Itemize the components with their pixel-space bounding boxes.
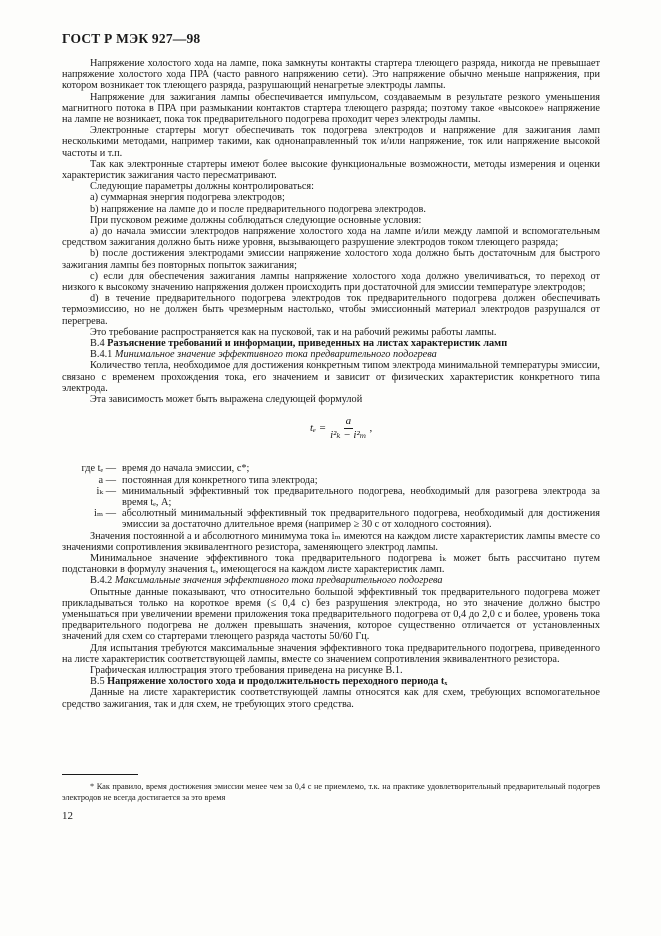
paragraph: Количество тепла, необходимое для достижения конкретным типом электрода минимальной температуры эмиссии, связано с временем прохождения тока, его значением и зависит от физических характеристик конкретного типа электрода. bbox=[62, 360, 600, 394]
list-item: c) если для обеспечения зажигания лампы напряжение холостого хода должно увеличиваться, то переход от низкого к высокому значению напряжения должен происходить при достаточной для эмиссии температуре электродов; bbox=[62, 270, 600, 294]
subsection-number: B.4.1 bbox=[90, 349, 113, 361]
paragraph: Для испытания требуются максимальные значения эффективного тока предварительного подогрева, приведенного на листе характеристик соответствующей лампы, вместе со значением сопротивления эквивалентного резистора. bbox=[62, 642, 600, 665]
paragraph: Эта зависимость может быть выражена следующей формулой bbox=[90, 394, 363, 406]
page-number: 12 bbox=[62, 810, 73, 822]
list-item: b) напряжение на лампе до и после предварительного подогрева электродов. bbox=[90, 203, 426, 215]
subsection-title: Максимальные значения эффективного тока предварительного подогрева bbox=[114, 575, 443, 587]
variable-symbol: iₘ — bbox=[93, 508, 116, 520]
document-header: ГОСТ Р МЭК 927—98 bbox=[62, 31, 201, 46]
formula-numerator: a bbox=[345, 415, 352, 428]
variable-description: время до начала эмиссии, с*; bbox=[122, 463, 250, 475]
subsection-title: Минимальное значение эффективного тока предварительного подогрева bbox=[114, 349, 437, 361]
paragraph: Опытные данные показывают, что относительно большой эффективный ток предварительного подогрева может прикладываться только на короткое время (≤ 0,4 с) без разрушения электрода, но это значение должно быстро уменьшаться при увеличении времени приложения тока предварительного подогрева от 0,4 до 2,0 с и более, уровень тока предварительного подогрева не должен превышать значения, которое существенно отличается от установленных значений для схем со стартерами тлеющего разряда частоты 50/60 Гц. bbox=[62, 586, 600, 643]
formula-lhs: tₑ = bbox=[310, 422, 327, 435]
variable-description: минимальный эффективный ток предварительного подогрева, необходимый для разогрева электрода за время tₑ, А; bbox=[122, 485, 600, 508]
section-title: Разъяснение требований и информации, приведенных на листах характеристик ламп bbox=[107, 338, 508, 350]
formula bbox=[62, 405, 600, 463]
paragraph: При пусковом режиме должны соблюдаться следующие основные условия: bbox=[90, 214, 422, 226]
paragraph: Электронные стартеры могут обеспечивать ток подогрева электродов и напряжение для зажигания ламп несколькими методами, например такими, как однонаправленный ток и/или напряжение, ток или напряжение высокой частоты и т.п. bbox=[62, 125, 600, 159]
section-heading-b4 bbox=[62, 338, 600, 349]
list-item: b) после достижения электродами эмиссии напряжение холостого хода должно быть достаточным для быстрого зажигания лампы без повторных попыток зажигания; bbox=[62, 248, 600, 271]
variable-legend bbox=[62, 463, 600, 530]
variable-description: абсолютный минимальный эффективный ток предварительного подогрева, необходимый для достижения эмиссии за достаточно длительное время (например ≥ 30 с от холодного состояния). bbox=[122, 508, 600, 531]
section-number: B.4 bbox=[90, 338, 105, 350]
paragraph: Это требование распространяется как на пусковой, так и на рабочий режимы работы лампы. bbox=[90, 326, 497, 338]
paragraph: Напряжение холостого хода на лампе, пока замкнуты контакты стартера тлеющего разряда, никогда не превышает напряжение холостого хода ПРА (часто равного напряжению сети). Это напряжение обычно меньше напряжения, при котором возникает ток тлеющего разряда, разрушающий ненагретые электроды лампы. bbox=[62, 58, 600, 92]
list-item: а) суммарная энергия подогрева электродов; bbox=[90, 192, 285, 204]
section-number: B.5 bbox=[90, 676, 105, 688]
section-title: Напряжение холостого хода и продолжительность переходного периода tₓ bbox=[107, 676, 448, 688]
paragraph: Напряжение для зажигания лампы обеспечивается импульсом, создаваемым в результате резкого уменьшения магнитного потока в ПРА при размыкании контактов стартера тлеющего разряда; поэтому такое «высокое» напряжение на лампе не возникает, пока ток предварительного подогрева проходит через электроды лампы. bbox=[62, 91, 600, 126]
paragraph: Данные на листе характеристик соответствующей лампы относятся как для схем, требующих вспомогательное средство зажигания, так и для схем, не требующих этого средства. bbox=[62, 687, 600, 710]
list-item: d) в течение предварительного подогрева электродов ток предварительного подогрева должен обеспечивать термоэмиссию, но не должен быть чрезмерным настолько, чтобы эмиссионный материал электродов разрушался от перегрева. bbox=[62, 293, 600, 327]
section-heading-b5 bbox=[62, 676, 600, 687]
paragraph: Следующие параметры должны контролироваться: bbox=[90, 181, 315, 193]
subsection-number: B.4.2 bbox=[90, 575, 113, 587]
list-item: a) до начала эмиссии электродов напряжение холостого хода на лампе и/или между лампой и вспомогательным средством зажигания должно быть ниже уровня, вызывающего разрушение электродов током тлеющего разряда; bbox=[62, 226, 600, 249]
paragraph: Значения постоянной a и абсолютного минимума тока iₘ имеются на каждом листе характеристик лампы вместе со значениями сопротивления эквивалентного резистора, заменяющего электрод лампы. bbox=[62, 530, 600, 553]
paragraph: Так как электронные стартеры имеют более высокие функциональные возможности, методы измерения и оценки характеристик зажигания часто пересматривают. bbox=[62, 158, 600, 182]
variable-description: постоянная для конкретного типа электрода; bbox=[122, 474, 318, 486]
footnote: * Как правило, время достижения эмиссии менее чем за 0,4 с не приемлемо, т.к. на практике удовлетворительный предварительный подогрев электродов не всегда достигается за это время bbox=[62, 782, 600, 802]
subsection-heading-b41 bbox=[62, 349, 600, 360]
variable-symbol: где tₑ — bbox=[81, 463, 116, 475]
paragraph: Графическая иллюстрация этого требования приведена на рисунке B.1. bbox=[90, 664, 403, 676]
footnote-divider bbox=[62, 774, 138, 775]
variable-symbol: a — bbox=[98, 474, 116, 486]
formula-denominator: i²ₖ − i²ₘ bbox=[330, 429, 367, 442]
document-body bbox=[62, 58, 600, 710]
paragraph: Минимальное значение эффективного тока предварительного подогрева iₖ может быть рассчитано путем подстановки в формулу значения tₑ, имеющегося на каждом листе характеристик ламп. bbox=[62, 552, 600, 576]
formula-end: , bbox=[369, 422, 373, 435]
variable-symbol: iₖ — bbox=[96, 485, 116, 497]
subsection-heading-b42 bbox=[62, 575, 600, 586]
